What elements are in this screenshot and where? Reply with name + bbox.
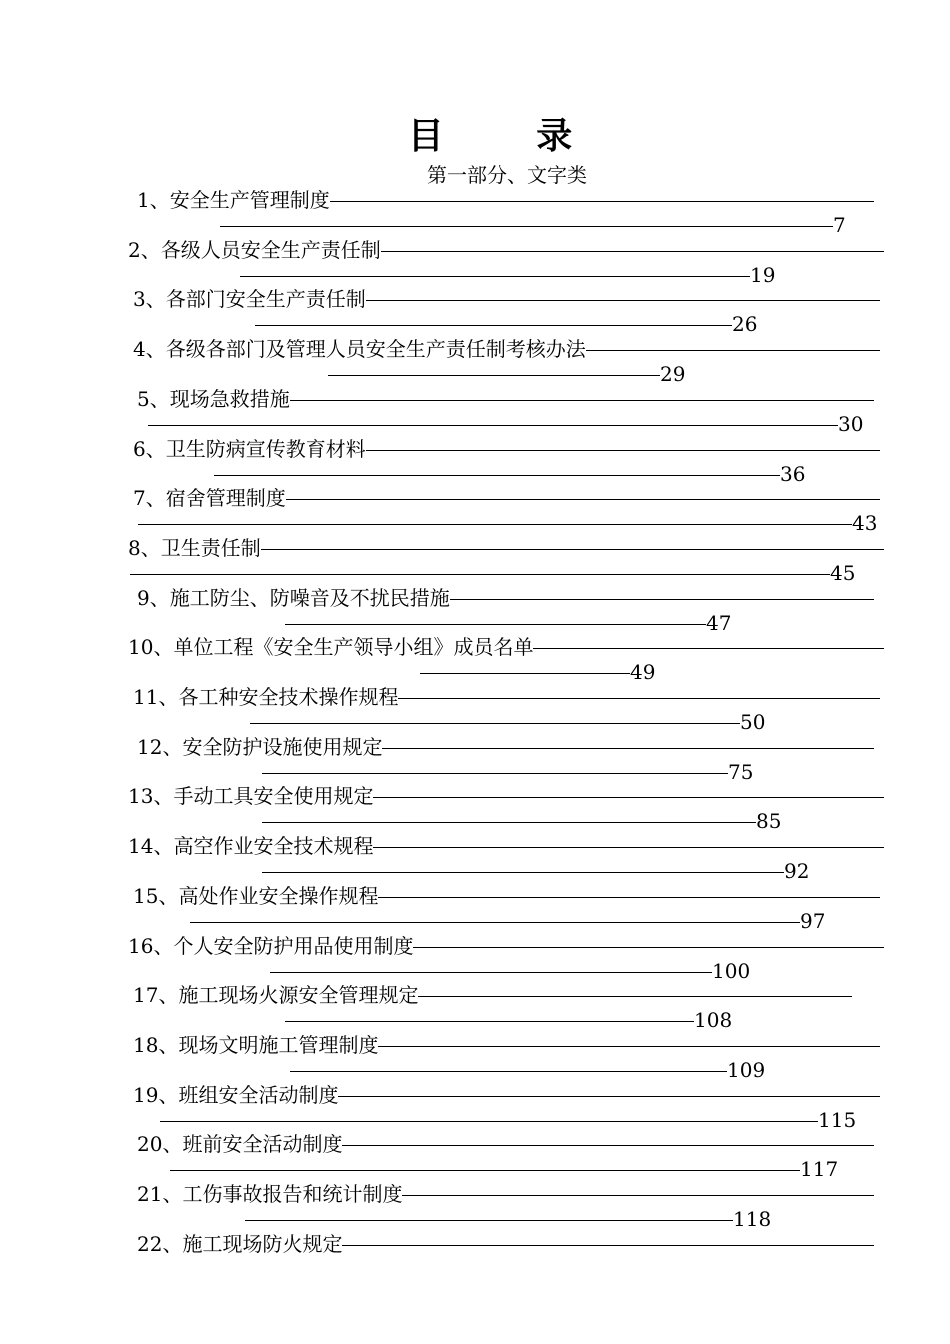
- toc-entry-continuation: [262, 858, 844, 884]
- toc-entry-line: [137, 1231, 876, 1257]
- leader-line: [245, 1220, 733, 1221]
- toc-entry-line: [133, 436, 882, 462]
- toc-entry-continuation: [220, 212, 893, 238]
- toc-entry-label: 9、施工防尘、防噪音及不扰民措施: [137, 585, 450, 610]
- toc-entry-label: 18、现场文明施工管理制度: [133, 1032, 379, 1057]
- toc-entry-continuation: [262, 759, 788, 785]
- leader-line: [290, 400, 874, 401]
- leader-line: [378, 1046, 880, 1047]
- leader-line: [290, 1071, 727, 1072]
- toc-entry-continuation: [250, 709, 800, 735]
- page-number: 47: [706, 610, 732, 635]
- toc-entry[interactable]: [0, 833, 950, 883]
- page-number: 109: [727, 1057, 766, 1082]
- toc-entry-label: 16、个人安全防护用品使用制度: [128, 933, 414, 958]
- toc-entry[interactable]: [0, 436, 950, 486]
- toc-entry[interactable]: [0, 336, 950, 386]
- leader-line: [285, 1021, 694, 1022]
- leader-line: [240, 276, 750, 277]
- page-number: 49: [630, 660, 656, 685]
- toc-entry-line: [133, 1032, 882, 1058]
- toc-entry[interactable]: [0, 237, 950, 287]
- leader-line: [262, 872, 784, 873]
- leader-line: [220, 226, 833, 227]
- page-number: 115: [818, 1107, 857, 1132]
- leader-line: [342, 1245, 874, 1246]
- toc-entry-line: [137, 386, 876, 412]
- page-number: 117: [800, 1157, 839, 1182]
- page-number: 29: [660, 362, 686, 387]
- leader-line: [148, 425, 838, 426]
- toc-entry[interactable]: [0, 187, 950, 237]
- toc-entry-continuation: [214, 461, 840, 487]
- page-number: 100: [712, 958, 751, 983]
- toc-entry-line: [128, 237, 886, 263]
- toc-entry[interactable]: [0, 883, 950, 933]
- leader-line: [381, 251, 884, 252]
- page-number: 26: [732, 312, 758, 337]
- page-number: 19: [750, 262, 776, 287]
- page-number: 75: [728, 759, 754, 784]
- leader-line: [250, 723, 740, 724]
- toc-entry[interactable]: [0, 485, 950, 535]
- toc-entry-continuation: [420, 659, 690, 685]
- toc-entry-continuation: [285, 1007, 754, 1033]
- toc-entry-line: [133, 982, 854, 1008]
- toc-entry-continuation: [262, 808, 816, 834]
- toc-entry-continuation: [190, 908, 860, 934]
- page-number: 85: [756, 809, 782, 834]
- toc-entry-continuation: [170, 1156, 860, 1182]
- leader-line: [285, 624, 706, 625]
- toc-entry[interactable]: [0, 684, 950, 734]
- leader-line: [586, 350, 880, 351]
- leader-line: [342, 1145, 874, 1146]
- toc-entry[interactable]: [0, 1032, 950, 1082]
- page-number: 45: [830, 560, 856, 585]
- toc-entry-label: 3、各部门安全生产责任制: [133, 287, 366, 312]
- toc-entry-line: [133, 1082, 882, 1108]
- toc-entry[interactable]: [0, 933, 950, 983]
- toc-entry-continuation: [160, 1107, 878, 1133]
- toc-entry-line: [133, 336, 882, 362]
- toc-entry[interactable]: [0, 1181, 950, 1231]
- toc-entry-label: 1、安全生产管理制度: [137, 188, 330, 212]
- leader-line: [450, 599, 874, 600]
- leader-line: [130, 574, 830, 575]
- toc-entry-label: 13、手动工具安全使用规定: [128, 784, 374, 809]
- leader-line: [138, 524, 852, 525]
- leader-line: [262, 773, 728, 774]
- leader-line: [378, 897, 880, 898]
- toc-entry-label: 11、各工种安全技术操作规程: [133, 685, 399, 709]
- toc-entry-label: 5、现场急救措施: [137, 386, 290, 411]
- toc-entry[interactable]: [0, 634, 950, 684]
- page-number: 97: [800, 908, 826, 933]
- leader-line: [190, 922, 800, 923]
- leader-line: [286, 499, 880, 500]
- toc-entry-continuation: [328, 361, 720, 387]
- leader-line: [413, 947, 884, 948]
- toc-entry-line: [137, 585, 876, 611]
- toc-entry[interactable]: [0, 783, 950, 833]
- toc-entry-label: 2、各级人员安全生产责任制: [128, 237, 381, 262]
- leader-line: [270, 972, 712, 973]
- leader-line: [214, 475, 780, 476]
- toc-entry-continuation: [255, 311, 792, 337]
- leader-line: [170, 1170, 800, 1171]
- leader-line: [366, 450, 880, 451]
- toc-entry-continuation: [270, 958, 772, 984]
- toc-entry[interactable]: [0, 535, 950, 585]
- toc-entry-label: 21、工伤事故报告和统计制度: [137, 1182, 403, 1206]
- toc-entry-line: [128, 634, 886, 660]
- leader-line: [382, 748, 874, 749]
- toc-entry-line: [128, 933, 886, 959]
- page-number: 118: [733, 1207, 772, 1231]
- toc-entry-label: 6、卫生防病宣传教育材料: [133, 436, 366, 461]
- page-number: 30: [838, 411, 864, 436]
- page-number: 108: [694, 1008, 733, 1033]
- page-number: 43: [852, 511, 878, 536]
- toc-entry-label: 10、单位工程《安全生产领导小组》成员名单: [128, 635, 534, 660]
- toc-entry-line: [133, 684, 882, 710]
- toc-entry-continuation: [148, 411, 898, 437]
- toc-entry-label: 22、施工现场防火规定: [137, 1231, 343, 1256]
- toc-entry[interactable]: [0, 982, 950, 1032]
- toc-entry-line: [133, 485, 882, 511]
- toc-entry[interactable]: [0, 585, 950, 635]
- toc-entry[interactable]: [0, 286, 950, 336]
- toc-entry-label: 15、高处作业安全操作规程: [133, 883, 379, 908]
- leader-line: [398, 698, 880, 699]
- toc-entry-label: 8、卫生责任制: [128, 535, 261, 560]
- leader-line: [330, 201, 874, 202]
- leader-line: [262, 822, 756, 823]
- page-number: 36: [780, 461, 806, 486]
- toc-entry-continuation: [290, 1057, 787, 1083]
- toc-entry[interactable]: [0, 386, 950, 436]
- document-title: 目 录: [407, 115, 613, 157]
- toc-entry-line: [133, 286, 882, 312]
- toc-entry-continuation: [138, 510, 912, 536]
- toc-entry[interactable]: [0, 1131, 950, 1181]
- toc-entry[interactable]: [0, 1231, 950, 1281]
- leader-line: [160, 1121, 818, 1122]
- section-subtitle: 第一部分、文字类: [427, 163, 587, 187]
- leader-line: [420, 673, 630, 674]
- page-number: 50: [740, 710, 766, 734]
- leader-line: [255, 325, 732, 326]
- toc-entry-label: 19、班组安全活动制度: [133, 1082, 339, 1107]
- toc-entry-line: [137, 1181, 876, 1207]
- leader-line: [373, 847, 884, 848]
- toc-entry-label: 17、施工现场火源安全管理规定: [133, 983, 419, 1008]
- toc-entry-continuation: [245, 1206, 793, 1232]
- toc-entry-line: [137, 187, 876, 213]
- toc-entry-line: [128, 833, 886, 859]
- toc-entry[interactable]: [0, 1082, 950, 1132]
- leader-line: [366, 300, 880, 301]
- toc-entry-line: [137, 734, 876, 760]
- leader-line: [418, 996, 852, 997]
- toc-entry-line: [128, 783, 886, 809]
- leader-line: [533, 648, 884, 649]
- toc-entry-continuation: [240, 262, 810, 288]
- toc-entry-label: 4、各级各部门及管理人员安全生产责任制考核办法: [133, 337, 586, 362]
- toc-entry-label: 20、班前安全活动制度: [137, 1132, 343, 1157]
- leader-line: [261, 549, 884, 550]
- toc-entry-label: 12、安全防护设施使用规定: [137, 734, 383, 759]
- toc-entry-label: 7、宿舍管理制度: [133, 486, 286, 511]
- leader-line: [328, 375, 660, 376]
- toc-entry[interactable]: [0, 734, 950, 784]
- leader-line: [338, 1096, 880, 1097]
- toc-entry-line: [133, 883, 882, 909]
- toc-entry-continuation: [285, 610, 766, 636]
- page-number: 92: [784, 859, 810, 884]
- toc-entry-label: 14、高空作业安全技术规程: [128, 834, 374, 859]
- leader-line: [373, 797, 884, 798]
- page-number: 7: [833, 213, 846, 237]
- toc-entry-line: [128, 535, 886, 561]
- toc-entry-continuation: [130, 560, 890, 586]
- toc-entry-line: [137, 1131, 876, 1157]
- leader-line: [402, 1195, 874, 1196]
